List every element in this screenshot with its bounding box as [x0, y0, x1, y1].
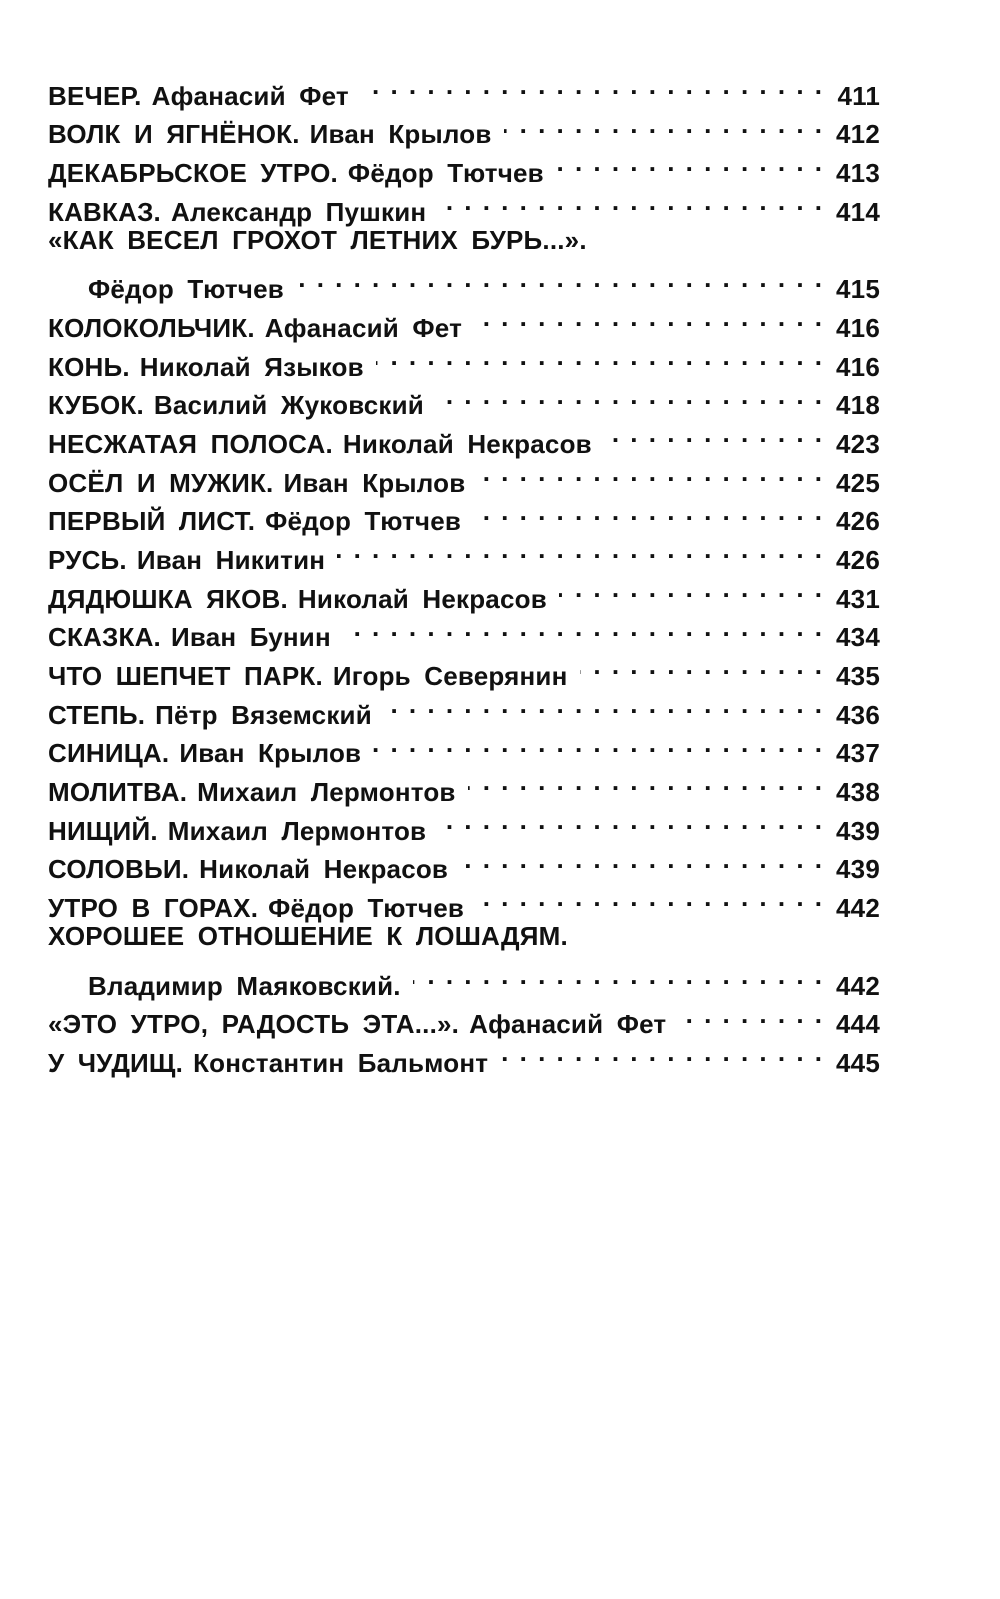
entry-title: РУСЬ.	[48, 544, 127, 575]
entry-author: Иван Никитин	[136, 544, 326, 575]
entry-page-number: 423	[836, 428, 880, 459]
entry-title: «ЭТО УТРО, РАДОСТЬ ЭТА...».	[48, 1009, 460, 1040]
entry-title: ВОЛК И ЯГНЁНОК.	[48, 119, 300, 150]
dot-leader	[559, 569, 824, 608]
dot-leader	[436, 376, 824, 415]
dot-leader	[376, 337, 824, 376]
dot-leader	[438, 801, 824, 840]
entry-page-number: 415	[836, 274, 880, 305]
entry-page-number: 439	[836, 854, 880, 885]
entry-title: СИНИЦА.	[48, 738, 170, 769]
entry-page-number: 436	[836, 699, 880, 730]
dot-leader	[373, 724, 824, 763]
entry-title: КУБОК.	[48, 390, 144, 421]
entry-page-number: 416	[836, 312, 880, 343]
entry-title: ПЕРВЫЙ ЛИСТ.	[48, 506, 256, 537]
entry-title: СКАЗКА.	[48, 622, 161, 653]
dot-leader	[413, 956, 824, 995]
entry-author: Николай Некрасов	[199, 854, 449, 885]
toc-entry-title-line	[48, 917, 880, 956]
entry-author: Игорь Северянин	[332, 661, 568, 691]
dot-leader	[474, 298, 824, 337]
dot-leader	[384, 685, 824, 724]
entry-page-number: 444	[836, 1009, 880, 1040]
toc-entry	[48, 762, 880, 808]
entry-title: ДЕКАБРЬСКОЕ УТРО.	[48, 158, 338, 189]
entry-author: Константин Бальмонт	[193, 1047, 489, 1078]
dot-leader	[343, 608, 824, 647]
entry-author: Фёдор Тютчев	[347, 158, 544, 189]
dot-leader	[678, 995, 824, 1034]
toc-entry-title-line	[48, 221, 880, 260]
entry-title: «КАК ВЕСЕЛ ГРОХОТ ЛЕТНИХ БУРЬ...».	[48, 224, 587, 255]
entry-author: Михаил Лермонтов	[197, 777, 456, 808]
entry-author: Афанасий Фет	[264, 312, 463, 343]
dot-leader	[604, 414, 824, 453]
entry-title: КОНЬ.	[48, 351, 130, 382]
entry-author: Фёдор Тютчев	[265, 506, 462, 537]
entry-page-number: 445	[836, 1047, 880, 1078]
entry-title: СТЕПЬ.	[48, 699, 146, 730]
dot-leader	[500, 1033, 824, 1072]
dot-leader	[476, 878, 824, 917]
entry-author: Николай Некрасов	[342, 428, 592, 459]
entry-page-number: 434	[836, 622, 880, 653]
entry-author: Александр Пушкин	[170, 196, 427, 227]
entry-author: Владимир Маяковский.	[88, 970, 401, 1001]
entry-author: Иван Крылов	[179, 738, 362, 769]
entry-page-number: 442	[836, 970, 880, 1001]
entry-page-number: 418	[836, 390, 880, 421]
entry-author: Афанасий Фет	[469, 1009, 667, 1040]
entry-page-number: 437	[836, 738, 880, 769]
dot-leader	[556, 143, 824, 182]
entry-title: КАВКАЗ.	[48, 196, 161, 227]
dot-leader	[473, 492, 824, 531]
entry-author: Николай Некрасов	[297, 583, 547, 614]
entry-author: Иван Крылов	[309, 119, 492, 150]
entry-title: НИЩИЙ.	[48, 815, 158, 846]
entry-page-number: 431	[836, 583, 880, 614]
entry-author: Николай Языков	[139, 351, 364, 382]
entry-author: Василий Жуковский	[153, 390, 424, 421]
entry-page-number: 438	[836, 777, 880, 808]
entry-page-number: 442	[836, 893, 880, 924]
entry-author: Михаил Лермонтов	[167, 815, 427, 846]
entry-author: Иван Крылов	[283, 467, 466, 498]
entry-author: Фёдор Тютчев	[88, 274, 284, 305]
entry-author: Иван Бунин	[170, 622, 331, 653]
entry-title: НЕСЖАТАЯ ПОЛОСА.	[48, 428, 333, 459]
entry-page-number: 413	[836, 158, 880, 189]
entry-author: Афанасий Фет	[151, 80, 349, 111]
entry-title: КОЛОКОЛЬЧИК.	[48, 312, 255, 343]
dot-leader	[504, 105, 824, 144]
dot-leader	[477, 453, 824, 492]
entry-page-number: 435	[836, 661, 880, 691]
toc-entry	[48, 66, 880, 111]
entry-title: ВЕЧЕР.	[48, 80, 142, 111]
entry-title: У ЧУДИЩ.	[48, 1047, 184, 1078]
entry-title: ДЯДЮШКА ЯКОВ.	[48, 583, 288, 614]
dot-leader	[438, 182, 824, 221]
dot-leader	[460, 840, 824, 879]
entry-author: Пётр Вяземский	[155, 699, 372, 730]
entry-page-number: 411	[837, 80, 880, 111]
entry-title: ЧТО ШЕПЧЕТ ПАРК.	[48, 661, 323, 691]
table-of-contents	[48, 66, 880, 1078]
entry-title: УТРО В ГОРАХ.	[48, 893, 259, 924]
entry-page-number: 426	[836, 506, 880, 537]
entry-page-number: 416	[836, 351, 880, 382]
entry-title: СОЛОВЬИ.	[48, 854, 190, 885]
entry-title: ХОРОШЕЕ ОТНОШЕНИЕ К ЛОШАДЯМ.	[48, 921, 568, 952]
entry-title: МОЛИТВА.	[48, 777, 188, 808]
dot-leader	[580, 646, 824, 685]
entry-title: ОСЁЛ И МУЖИК.	[48, 467, 274, 498]
entry-page-number: 414	[836, 196, 880, 227]
entry-author: Фёдор Тютчев	[268, 893, 465, 924]
entry-page-number: 425	[836, 467, 880, 498]
toc-entry-continuation	[48, 956, 880, 1001]
entry-page-number: 439	[836, 815, 880, 846]
toc-entry-continuation	[48, 259, 880, 305]
entry-page-number: 412	[836, 119, 880, 150]
dot-leader	[337, 530, 824, 569]
dot-leader	[468, 762, 824, 801]
dot-leader	[361, 66, 824, 105]
entry-page-number: 426	[836, 544, 880, 575]
dot-leader	[296, 259, 824, 298]
